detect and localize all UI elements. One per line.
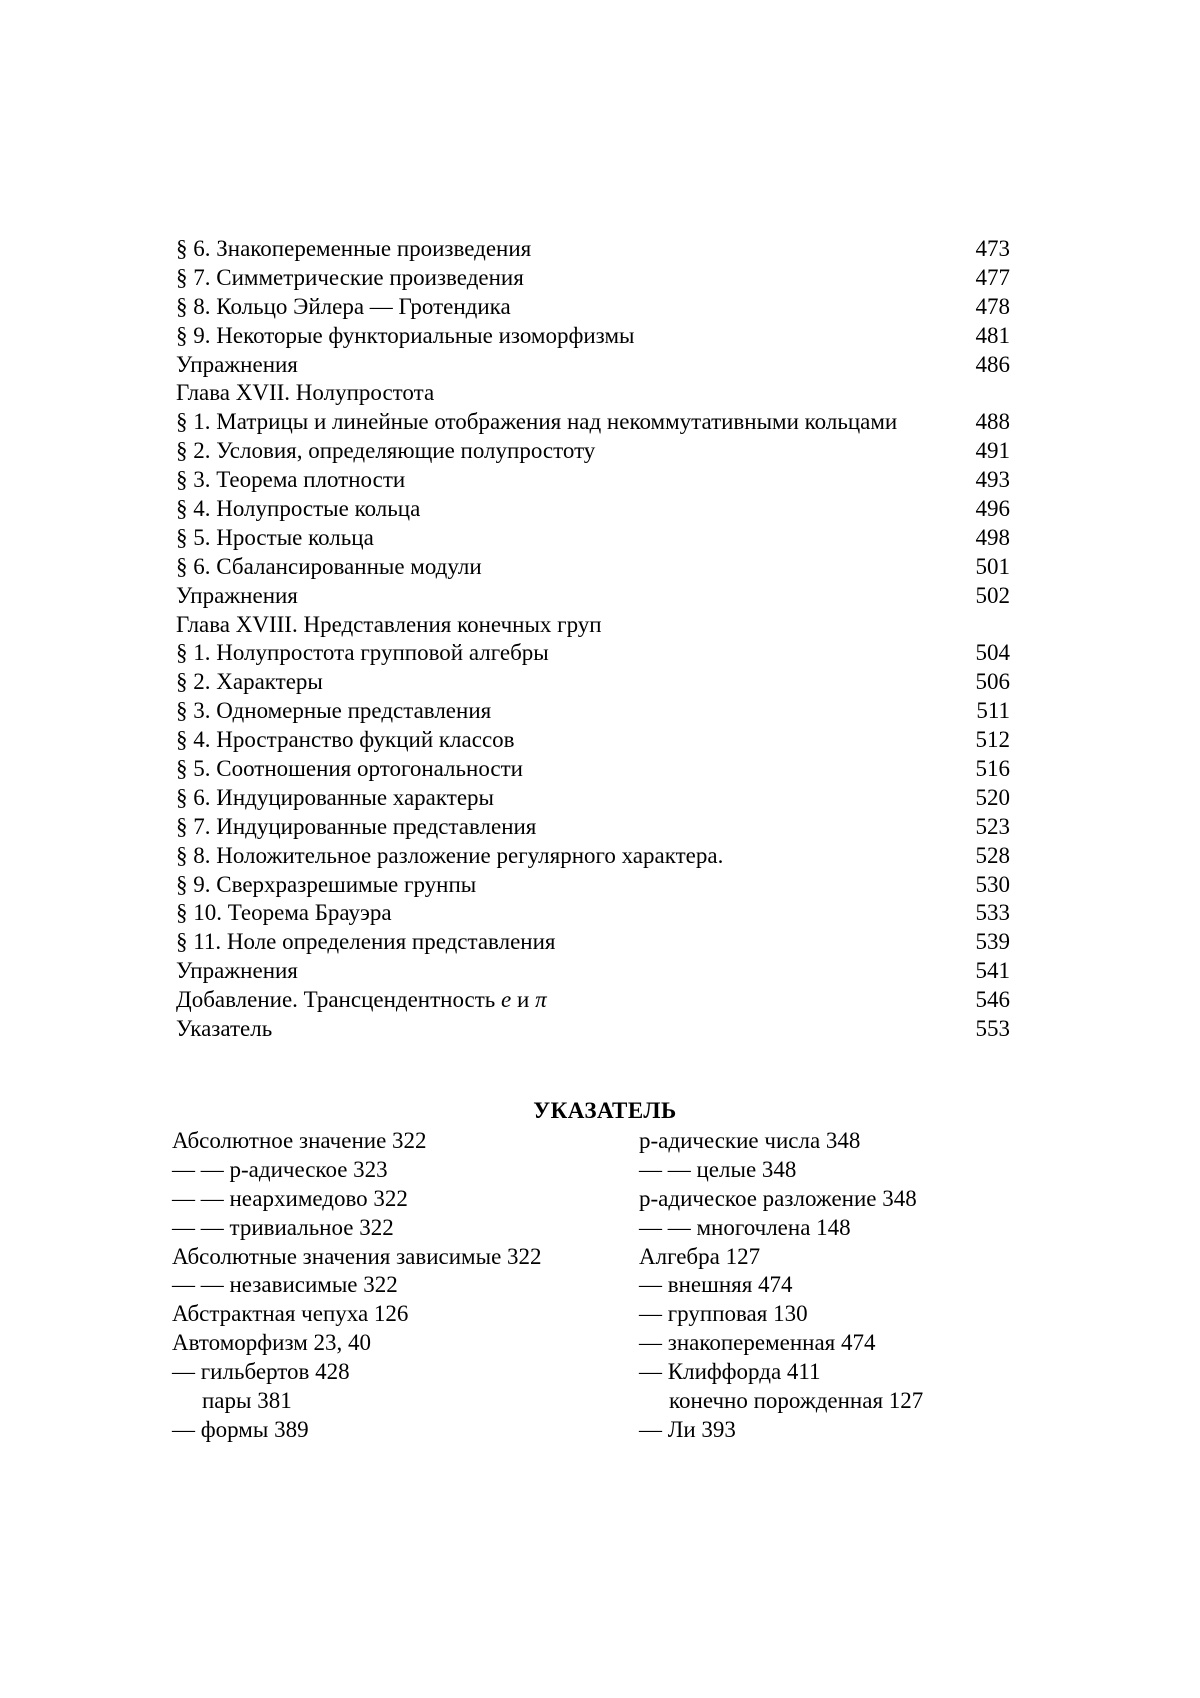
toc-entry bbox=[176, 553, 1010, 582]
math-symbol-pi: π bbox=[535, 987, 547, 1013]
toc-entry bbox=[176, 466, 1010, 495]
toc-entry bbox=[176, 928, 1010, 957]
toc-entry-title: § 2. Условия, определяющие полупростоту bbox=[176, 438, 596, 464]
toc-entry bbox=[176, 379, 1010, 408]
toc-entry bbox=[176, 842, 1010, 871]
toc-entry bbox=[176, 235, 1010, 264]
toc-entry-title: § 3. Одномерные представления bbox=[176, 698, 492, 724]
index-entry: — формы 389 bbox=[172, 1416, 309, 1442]
index-entry: — — тривиальное 322 bbox=[172, 1214, 394, 1240]
toc-entry-page: 530 bbox=[975, 871, 1010, 897]
toc-entry-title: § 7. Симметрические произведения bbox=[176, 264, 524, 290]
toc-entry-title: Глава XVII. Нолупростота bbox=[176, 380, 435, 406]
toc-entry bbox=[176, 524, 1010, 553]
toc-entry-page: 486 bbox=[975, 351, 1010, 377]
toc-entry bbox=[176, 322, 1010, 351]
toc-entry-title: § 8. Ноложительное разложение регулярного характера. bbox=[176, 842, 724, 868]
toc-entry-title: Упражнения bbox=[176, 958, 298, 984]
index-entry: — Ли 393 bbox=[639, 1416, 736, 1442]
toc-entry-title: § 2. Характеры bbox=[176, 669, 323, 695]
toc-entry-title: Упражнения bbox=[176, 582, 298, 608]
toc-entry-page: 473 bbox=[975, 236, 1010, 261]
toc-entry-title: § 9. Некоторые функториальные изоморфизмы bbox=[176, 322, 635, 348]
toc-entry-page: 481 bbox=[975, 322, 1010, 348]
toc-entry-page: 477 bbox=[975, 264, 1010, 290]
toc-entry-title: § 4. Нространство фукций классов bbox=[176, 727, 515, 753]
toc-entry-page: 553 bbox=[975, 1016, 1010, 1042]
toc-entry-title: § 6. Сбалансированные модули bbox=[176, 553, 482, 579]
toc-entry-page: 546 bbox=[975, 987, 1010, 1013]
index-entry: — — многочлена 148 bbox=[639, 1214, 851, 1240]
toc-entry-page: 502 bbox=[975, 582, 1010, 608]
toc-entry-title: § 5. Нростые кольца bbox=[176, 524, 374, 550]
toc-entry-page: 520 bbox=[975, 784, 1010, 810]
toc-entry bbox=[176, 668, 1010, 697]
index-entry: — гильбертов 428 bbox=[172, 1359, 350, 1385]
toc-entry-title: § 9. Сверхразрешимые грунпы bbox=[176, 871, 477, 897]
index-entry: пары 381 bbox=[202, 1388, 292, 1414]
toc-entry-title: Указатель bbox=[176, 1016, 273, 1042]
index-entry: Алгебра 127 bbox=[639, 1243, 761, 1269]
index-entry: — — независимые 322 bbox=[172, 1272, 398, 1298]
toc-entry-title: § 3. Теорема плотности bbox=[176, 467, 406, 493]
toc-entry bbox=[176, 697, 1010, 726]
toc-entry bbox=[176, 639, 1010, 668]
toc-entry-title: Добавление. Трансцендентность e и π bbox=[176, 987, 547, 1013]
toc-entry bbox=[176, 813, 1010, 842]
toc-entry bbox=[176, 1015, 1010, 1044]
toc-entry-title: § 6. Знакопеременные произведения bbox=[176, 236, 532, 261]
toc-entry bbox=[176, 293, 1010, 322]
toc-entry-page: 498 bbox=[975, 524, 1010, 550]
toc-entry-page: 523 bbox=[975, 813, 1010, 839]
toc-entry-page: 512 bbox=[975, 727, 1010, 753]
toc-entry-page: 493 bbox=[975, 467, 1010, 493]
math-symbol-e: e bbox=[501, 987, 512, 1013]
toc-entry-page: 504 bbox=[975, 640, 1010, 666]
index-entry: — Клиффорда 411 bbox=[639, 1359, 821, 1385]
toc-entry-title: § 1. Матрицы и линейные отображения над некоммутативными кольцами bbox=[176, 409, 898, 435]
toc-entry-page: 496 bbox=[975, 496, 1010, 522]
toc-entry-title: Упражнения bbox=[176, 351, 298, 377]
toc-entry bbox=[176, 264, 1010, 293]
index-column-right bbox=[639, 1127, 923, 1445]
index-entry: — внешняя 474 bbox=[639, 1272, 793, 1298]
toc-entry-page: 488 bbox=[975, 409, 1010, 435]
index-heading: УКАЗАТЕЛЬ bbox=[533, 1098, 677, 1123]
toc-entry-page: 533 bbox=[975, 900, 1010, 926]
toc-entry-page: 541 bbox=[975, 958, 1010, 984]
toc-entry-page: 539 bbox=[975, 929, 1010, 955]
toc-entry bbox=[176, 582, 1010, 611]
toc-entry bbox=[176, 957, 1010, 986]
index-entry: — — целые 348 bbox=[639, 1156, 797, 1182]
index-entry: Автоморфизм 23, 40 bbox=[172, 1330, 372, 1356]
index-entry: Абсолютные значения зависимые 322 bbox=[172, 1243, 542, 1269]
toc-entry bbox=[176, 495, 1010, 524]
index-column-left bbox=[172, 1127, 542, 1445]
toc-entry bbox=[176, 871, 1010, 900]
toc-entry bbox=[176, 408, 1010, 437]
index-entry: — групповая 130 bbox=[639, 1301, 808, 1327]
toc-entry bbox=[176, 726, 1010, 755]
toc-entry-page: 511 bbox=[976, 698, 1010, 724]
toc-entry-page: 516 bbox=[975, 756, 1010, 782]
toc-entry bbox=[176, 755, 1010, 784]
toc-entry-page: 501 bbox=[975, 553, 1010, 579]
toc-entry-title: Глава XVIII. Нредставления конечных груп bbox=[176, 611, 602, 637]
toc-entry-page: 478 bbox=[975, 293, 1010, 319]
toc-entry bbox=[176, 611, 1010, 640]
toc-entry bbox=[176, 437, 1010, 466]
toc-entry bbox=[176, 986, 1010, 1015]
toc-entry-page: 528 bbox=[975, 842, 1010, 868]
table-of-contents bbox=[176, 235, 1010, 1044]
index-entry: р-адическое разложение 348 bbox=[639, 1185, 917, 1211]
toc-entry-title: § 1. Нолупростота групповой алгебры bbox=[176, 640, 549, 666]
toc-entry-title: § 7. Индуцированные представления bbox=[176, 813, 537, 839]
toc-entry-title: § 5. Соотношения ортогональности bbox=[176, 756, 523, 782]
toc-entry bbox=[176, 351, 1010, 380]
toc-entry-title: § 11. Ноле определения представления bbox=[176, 929, 556, 955]
index-entry: Абстрактная чепуха 126 bbox=[172, 1301, 409, 1327]
toc-entry-title: § 10. Теорема Брауэра bbox=[176, 900, 392, 926]
index-entry: — — р-адическое 323 bbox=[172, 1156, 388, 1182]
index-entry: — знакопеременная 474 bbox=[639, 1330, 876, 1356]
index-entry: конечно порожденная 127 bbox=[669, 1388, 924, 1414]
toc-entry-title: § 4. Нолупростые кольца bbox=[176, 496, 421, 522]
toc-entry-title: § 6. Индуцированные характеры bbox=[176, 784, 494, 810]
toc-entry-title: § 8. Кольцо Эйлера — Гротендика bbox=[176, 293, 511, 319]
index-entry: Абсолютное значение 322 bbox=[172, 1128, 427, 1153]
toc-entry-page: 491 bbox=[975, 438, 1010, 464]
index-entry: р-адические числа 348 bbox=[639, 1128, 861, 1153]
toc-entry-page: 506 bbox=[975, 669, 1010, 695]
toc-entry bbox=[176, 784, 1010, 813]
index-entry: — — неархимедово 322 bbox=[172, 1185, 408, 1211]
toc-entry bbox=[176, 899, 1010, 928]
